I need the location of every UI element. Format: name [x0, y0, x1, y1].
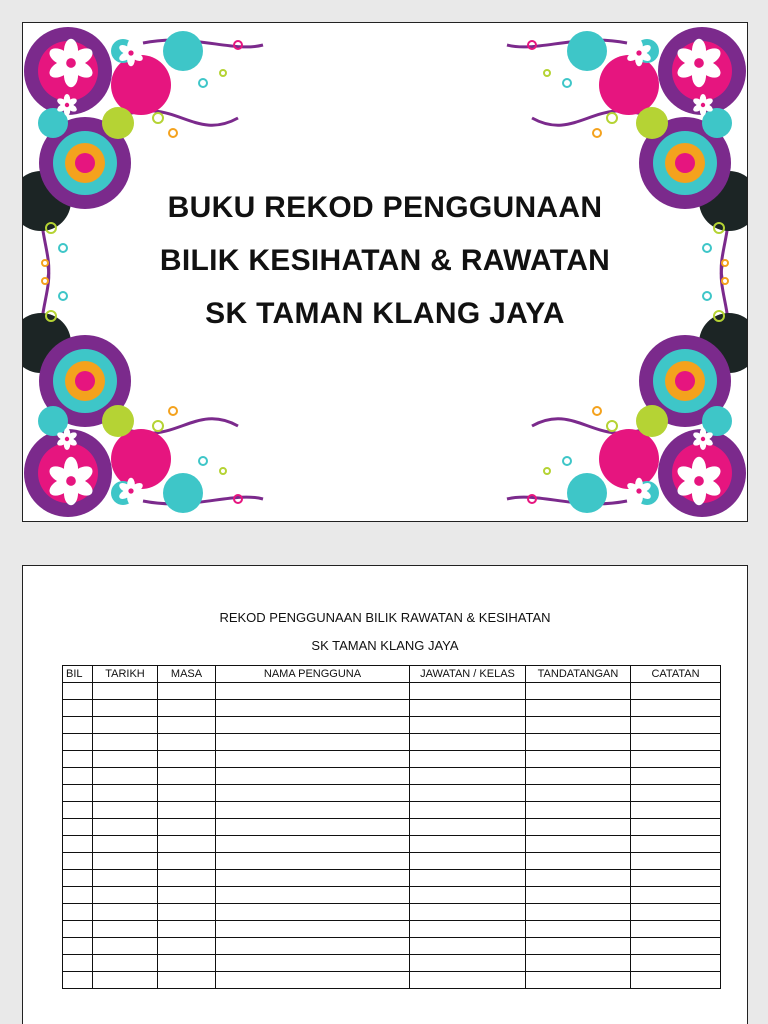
table-cell[interactable] [216, 887, 410, 904]
table-cell[interactable] [158, 683, 216, 700]
swirl-stroke [507, 497, 627, 504]
table-cell[interactable] [158, 836, 216, 853]
table-cell[interactable] [93, 751, 158, 768]
table-cell[interactable] [93, 700, 158, 717]
flower-center [636, 488, 641, 493]
table-cell[interactable] [216, 734, 410, 751]
table-cell[interactable] [158, 870, 216, 887]
table-cell[interactable] [410, 819, 526, 836]
table-cell[interactable] [93, 836, 158, 853]
table-cell[interactable] [631, 785, 721, 802]
table-header-row [63, 666, 721, 683]
table-cell[interactable] [631, 802, 721, 819]
table-row [63, 836, 721, 853]
decor-circle [636, 405, 668, 437]
decor-circle [111, 55, 171, 115]
table-cell[interactable] [216, 870, 410, 887]
table-row [63, 734, 721, 751]
table-cell[interactable] [631, 921, 721, 938]
table-cell[interactable] [158, 734, 216, 751]
table-cell[interactable] [216, 785, 410, 802]
decor-dot [593, 407, 601, 415]
decor-circle [163, 473, 203, 513]
table-cell[interactable] [526, 904, 631, 921]
table-cell[interactable] [526, 734, 631, 751]
table-row [63, 972, 721, 989]
table-cell[interactable] [93, 734, 158, 751]
table-row [63, 921, 721, 938]
table-cell[interactable] [410, 887, 526, 904]
decor-dot [199, 457, 207, 465]
table-cell[interactable] [216, 853, 410, 870]
table-cell[interactable] [410, 921, 526, 938]
table-row [63, 751, 721, 768]
table-cell[interactable] [410, 870, 526, 887]
decor-dot [169, 129, 177, 137]
decor-circle [599, 55, 659, 115]
table-cell[interactable] [410, 734, 526, 751]
cover-title-line: BUKU REKOD PENGGUNAAN [167, 191, 603, 224]
table-cell[interactable] [158, 768, 216, 785]
table-cell[interactable] [93, 717, 158, 734]
table-cell[interactable] [158, 955, 216, 972]
table-cell[interactable] [216, 904, 410, 921]
table-cell[interactable] [63, 972, 93, 989]
table-cell[interactable] [216, 836, 410, 853]
table-cell[interactable] [526, 836, 631, 853]
decor-dot [220, 70, 226, 76]
table-cell[interactable] [93, 785, 158, 802]
table-cell[interactable] [216, 938, 410, 955]
table-cell[interactable] [158, 819, 216, 836]
table-cell[interactable] [63, 768, 93, 785]
table-cell[interactable] [216, 972, 410, 989]
table-cell[interactable] [158, 887, 216, 904]
table-cell[interactable] [93, 904, 158, 921]
table-cell[interactable] [631, 819, 721, 836]
flower-center [694, 58, 704, 68]
table-cell[interactable] [526, 785, 631, 802]
table-cell[interactable] [526, 887, 631, 904]
table-cell[interactable] [93, 853, 158, 870]
decor-circle [75, 371, 95, 391]
table-row [63, 955, 721, 972]
flower-center [636, 50, 641, 55]
column-header-catatan: CATATAN [631, 666, 721, 683]
table-cell[interactable] [158, 921, 216, 938]
decor-dot [220, 468, 226, 474]
flower-center [701, 437, 705, 441]
table-cell[interactable] [93, 921, 158, 938]
table-cell[interactable] [526, 870, 631, 887]
flower-center [694, 476, 704, 486]
decor-circle [38, 406, 68, 436]
table-cell[interactable] [526, 751, 631, 768]
table-cell[interactable] [63, 734, 93, 751]
table-cell[interactable] [631, 972, 721, 989]
table-cell[interactable] [631, 700, 721, 717]
decor-circle [675, 371, 695, 391]
decor-dot [544, 468, 550, 474]
table-cell[interactable] [410, 768, 526, 785]
decor-circle [102, 107, 134, 139]
table-row [63, 887, 721, 904]
table-cell[interactable] [410, 904, 526, 921]
table-row [63, 683, 721, 700]
swirl-stroke [507, 40, 627, 47]
table-cell[interactable] [526, 717, 631, 734]
table-cell[interactable] [63, 683, 93, 700]
decor-circle [702, 108, 732, 138]
table-cell[interactable] [63, 802, 93, 819]
table-row [63, 802, 721, 819]
table-cell[interactable] [631, 734, 721, 751]
table-cell[interactable] [526, 938, 631, 955]
table-cell[interactable] [216, 700, 410, 717]
flower-center [65, 103, 69, 107]
table-cell[interactable] [63, 785, 93, 802]
decor-circle [163, 31, 203, 71]
table-cell[interactable] [410, 972, 526, 989]
table-cell[interactable] [158, 853, 216, 870]
table-cell[interactable] [63, 717, 93, 734]
table-row [63, 870, 721, 887]
table-cell[interactable] [63, 700, 93, 717]
column-header-tarikh: TARIKH [93, 666, 158, 683]
table-row [63, 785, 721, 802]
table-cell[interactable] [631, 768, 721, 785]
record-page [22, 565, 748, 1024]
record-title: REKOD PENGGUNAAN BILIK RAWATAN & KESIHATAN [219, 610, 551, 625]
table-row [63, 938, 721, 955]
decor-dot [153, 421, 163, 431]
table-cell[interactable] [63, 887, 93, 904]
table-cell[interactable] [410, 785, 526, 802]
flower-center [701, 103, 705, 107]
table-cell[interactable] [216, 819, 410, 836]
table-cell[interactable] [631, 751, 721, 768]
table-row [63, 717, 721, 734]
flower-center [65, 437, 69, 441]
table-cell[interactable] [158, 751, 216, 768]
table-row [63, 700, 721, 717]
table-cell[interactable] [216, 751, 410, 768]
table-cell[interactable] [158, 904, 216, 921]
decor-dot [593, 129, 601, 137]
table-cell[interactable] [216, 717, 410, 734]
table-cell[interactable] [93, 802, 158, 819]
table-cell[interactable] [216, 768, 410, 785]
decor-dot [544, 70, 550, 76]
table-cell[interactable] [63, 921, 93, 938]
decor-circle [75, 153, 95, 173]
column-header-jawatan-kelas: JAWATAN / KELAS [410, 666, 526, 683]
decor-circle [599, 429, 659, 489]
cover-title-line: SK TAMAN KLANG JAYA [205, 297, 565, 330]
table-cell[interactable] [526, 853, 631, 870]
column-header-bil: BIL [63, 666, 93, 683]
table-cell[interactable] [93, 683, 158, 700]
record-table-body [63, 683, 721, 989]
table-cell[interactable] [158, 972, 216, 989]
table-cell[interactable] [631, 887, 721, 904]
decor-dot [153, 113, 163, 123]
table-row [63, 853, 721, 870]
table-cell[interactable] [410, 683, 526, 700]
decor-circle [102, 405, 134, 437]
decor-dot [169, 407, 177, 415]
table-row [63, 768, 721, 785]
record-table [62, 665, 721, 989]
table-cell[interactable] [158, 700, 216, 717]
table-cell[interactable] [93, 819, 158, 836]
table-cell[interactable] [158, 785, 216, 802]
swirl-stroke [143, 40, 263, 47]
table-cell[interactable] [63, 938, 93, 955]
table-cell[interactable] [63, 819, 93, 836]
table-cell[interactable] [526, 955, 631, 972]
table-cell[interactable] [631, 836, 721, 853]
table-cell[interactable] [410, 955, 526, 972]
table-cell[interactable] [216, 683, 410, 700]
table-cell[interactable] [93, 887, 158, 904]
table-cell[interactable] [158, 717, 216, 734]
table-cell[interactable] [93, 972, 158, 989]
column-header-tandatangan: TANDATANGAN [526, 666, 631, 683]
decor-dot [607, 113, 617, 123]
decor-dot [607, 421, 617, 431]
table-cell[interactable] [158, 802, 216, 819]
table-cell[interactable] [631, 717, 721, 734]
table-cell[interactable] [216, 955, 410, 972]
column-header-nama-pengguna: NAMA PENGGUNA [216, 666, 410, 683]
decor-circle [567, 31, 607, 71]
table-cell[interactable] [631, 904, 721, 921]
column-header-masa: MASA [158, 666, 216, 683]
flower-center [66, 58, 76, 68]
table-cell[interactable] [63, 955, 93, 972]
decor-circle [111, 429, 171, 489]
record-subtitle: SK TAMAN KLANG JAYA [311, 638, 459, 653]
decor-circle [675, 153, 695, 173]
table-cell[interactable] [410, 751, 526, 768]
table-cell[interactable] [93, 768, 158, 785]
table-cell[interactable] [526, 802, 631, 819]
table-cell[interactable] [631, 955, 721, 972]
flower-center [128, 488, 133, 493]
table-cell[interactable] [63, 870, 93, 887]
table-cell[interactable] [410, 836, 526, 853]
table-cell[interactable] [158, 938, 216, 955]
table-cell[interactable] [410, 938, 526, 955]
cover-page [22, 22, 748, 522]
table-cell[interactable] [63, 751, 93, 768]
table-cell[interactable] [631, 938, 721, 955]
decor-dot [563, 79, 571, 87]
decor-dot [199, 79, 207, 87]
cover-title-line: BILIK KESIHATAN & RAWATAN [159, 244, 611, 277]
flower-center [66, 476, 76, 486]
table-cell[interactable] [526, 819, 631, 836]
table-cell[interactable] [216, 802, 410, 819]
table-cell[interactable] [526, 700, 631, 717]
table-cell[interactable] [631, 853, 721, 870]
table-cell[interactable] [410, 802, 526, 819]
table-cell[interactable] [216, 921, 410, 938]
table-cell[interactable] [93, 870, 158, 887]
table-cell[interactable] [526, 921, 631, 938]
table-cell[interactable] [63, 904, 93, 921]
table-row [63, 904, 721, 921]
table-cell[interactable] [410, 717, 526, 734]
table-cell[interactable] [631, 870, 721, 887]
decor-circle [702, 406, 732, 436]
table-cell[interactable] [63, 836, 93, 853]
decor-circle [38, 108, 68, 138]
table-cell[interactable] [93, 955, 158, 972]
cover-title [23, 181, 747, 340]
table-cell[interactable] [93, 938, 158, 955]
table-cell[interactable] [63, 853, 93, 870]
table-cell[interactable] [526, 768, 631, 785]
table-cell[interactable] [526, 683, 631, 700]
table-cell[interactable] [631, 683, 721, 700]
decor-circle [636, 107, 668, 139]
decor-dot [563, 457, 571, 465]
table-cell[interactable] [410, 700, 526, 717]
flower-center [128, 50, 133, 55]
decor-circle [567, 473, 607, 513]
swirl-stroke [143, 497, 263, 504]
table-cell[interactable] [526, 972, 631, 989]
table-cell[interactable] [410, 853, 526, 870]
table-row [63, 819, 721, 836]
